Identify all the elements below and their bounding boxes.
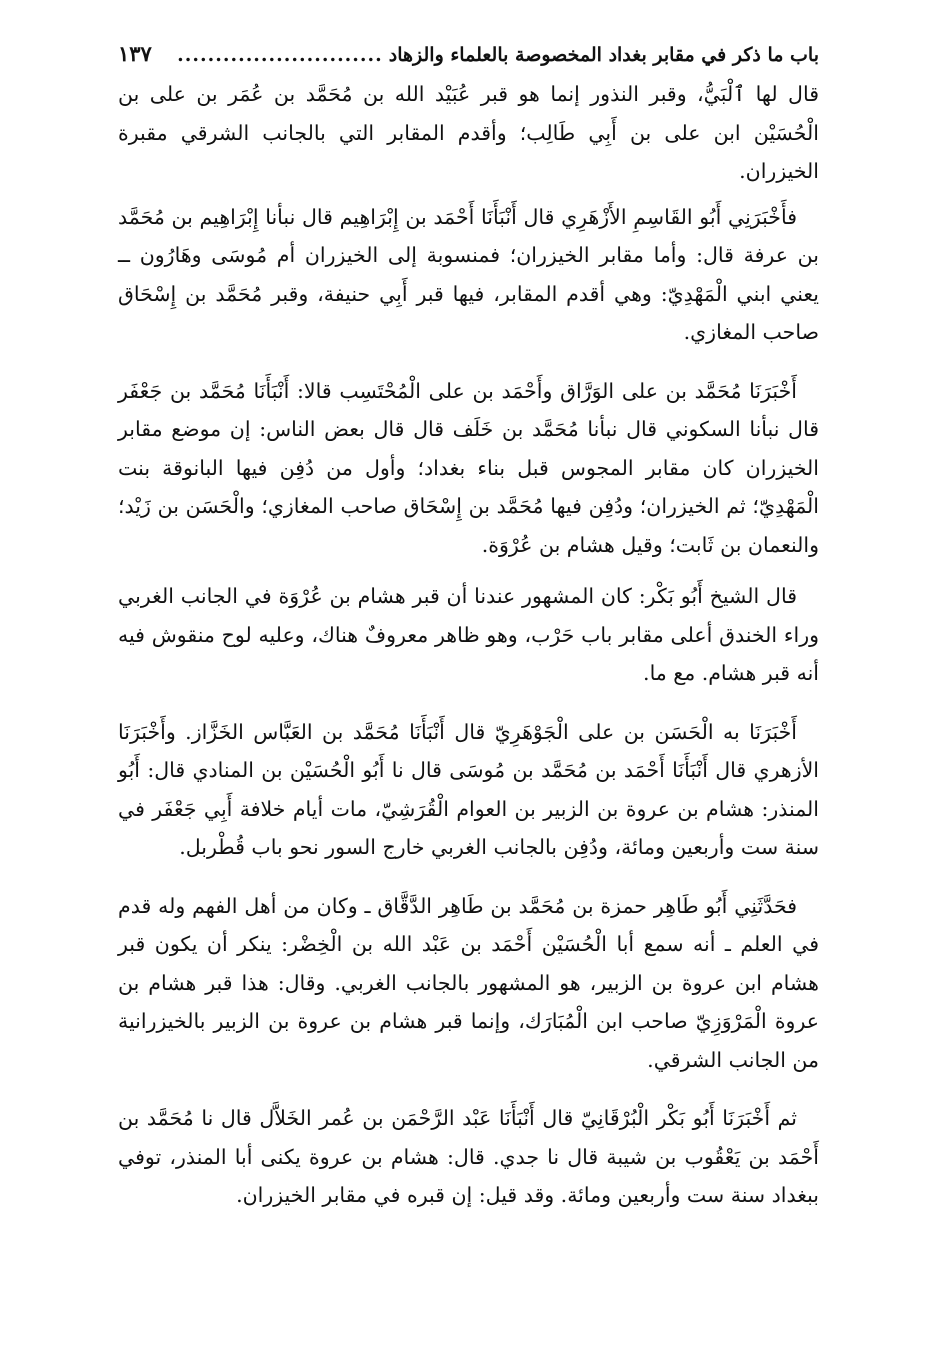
- paragraph: أَخْبَرَنَا مُحَمَّد بن على الوَرَّاق وأَحْمَد بن على الْمُحْتَسِب قالا: أَنْبَأَنَا مُحَمَّد بن جَعْفَر قال نبأنا السكوني قال نبأنا مُحَمَّد بن خَلَف قال قال بعض الناس: إن موضع مقابر الخيزران كان مقابر المجوس قبل بناء بغداد؛ وأول من دُفِن فيها البانوقة بنت الْمَهْدِيّ؛ ثم الخيزران؛ ودُفِن فيها مُحَمَّد بن إِسْحَاق صاحب المغازي؛ والْحَسَن بن زَيْد؛ والنعمان بن ثَابت؛ وقيل هشام بن عُرْوَة.: [118, 378, 819, 557]
- paragraph: أَخْبَرَنَا به الْحَسَن بن على الْجَوْهَرِيّ قال أَنْبَأَنَا مُحَمَّد بن العَبَّاس الخَزَّاز. وأَخْبَرَنَا الأزهري قال أَنْبَأَنَا أَحْمَد بن مُحَمَّد بن مُوسَى قال نا أَبُو الْحُسَيْن بن المنادي قال: أَبُو المنذر: هشام بن عروة بن الزبير بن العوام الْقُرَشِيّ، مات أيام خلافة أَبِي جَعْفَر في سنة ست وأربعين ومائة، ودُفِن بالجانب الغربي خارج السور نحو باب قُطْربل.: [118, 719, 819, 859]
- leader-dots: ...........................: [177, 44, 383, 66]
- chapter-title: باب ما ذكر في مقابر بغداد المخصوصة بالعلماء والزهاد: [388, 44, 819, 66]
- page: [118, 40, 819, 1334]
- paragraph: فأَخْبَرَنِي أَبُو القَاسِمِ الأَزْهَرِي قال أَنْبَأَنَا أَحْمَد بن إِبْرَاهِيم قال نبأنا إِبْرَاهِيم بن مُحَمَّد بن عرفة قال: وأما مقابر الخيزران؛ فمنسوبة إلى الخيزران أم مُوسَى وهَارُون ــ يعني ابني الْمَهْدِيّ: وهي أقدم المقابر، فيها قبر أَبِي حنيفة، وقبر مُحَمَّد بن إِسْحَاق صاحب المغازي.: [118, 204, 819, 344]
- paragraph: قال لها ٱلْبَيُّ، وقبر النذور إنما هو قبر عُبَيْد الله بن مُحَمَّد بن عُمَر بن على بن الْحُسَيْن ابن على بن أَبِي طَالِب؛ وأقدم المقابر التي بالجانب الشرقي مقبرة الخيزران.: [118, 82, 819, 183]
- running-header: [118, 40, 819, 69]
- paragraph: فحَدَّثَنِي أَبُو طَاهِر حمزة بن مُحَمَّد بن طَاهِر الدَّقَّاق ـ وكان من أهل الفهم وله قدم في العلم ـ أنه سمع أبا الْحُسَيْن أَحْمَد بن عَبْد الله بن الْخِضْر: ينكر أن يكون قبر هشام ابن عروة بن الزبير، هو المشهور بالجانب الغربي. وقال: هذا قبر هشام بن عروة الْمَرْوَزِيّ صاحب ابن الْمُبَارَك، وإنما قبر هشام بن عروة بن الزبير بالخيزرانية من الجانب الشرقي.: [118, 893, 819, 1072]
- body-text: [118, 75, 819, 1215]
- paragraph: قال الشيخ أَبُو بَكْر: كان المشهور عندنا أن قبر هشام بن عُرْوَة في الجانب الغربي وراء الخندق أعلى مقابر باب حَرْب، وهو ظاهر معروفٌ هناك، وعليه لوح منقوش فيه أنه قبر هشام. مع ما.: [118, 584, 819, 685]
- page-number: ١٣٧: [118, 41, 152, 66]
- paragraph: ثم أَخْبَرَنَا أَبُو بَكْر الْبُرْقَانِيّ قال أَنْبَأَنَا عَبْد الرَّحْمَن بن عُمر الخَلاَّل قال نا مُحَمَّد بن أَحْمَد بن يَعْقُوب بن شيبة قال نا جدي. قال: هشام بن عروة يكنى أبا المنذر، توفي ببغداد سنة ست وأربعين ومائة. وقد قيل: إن قبره في مقابر الخيزران.: [118, 1106, 819, 1207]
